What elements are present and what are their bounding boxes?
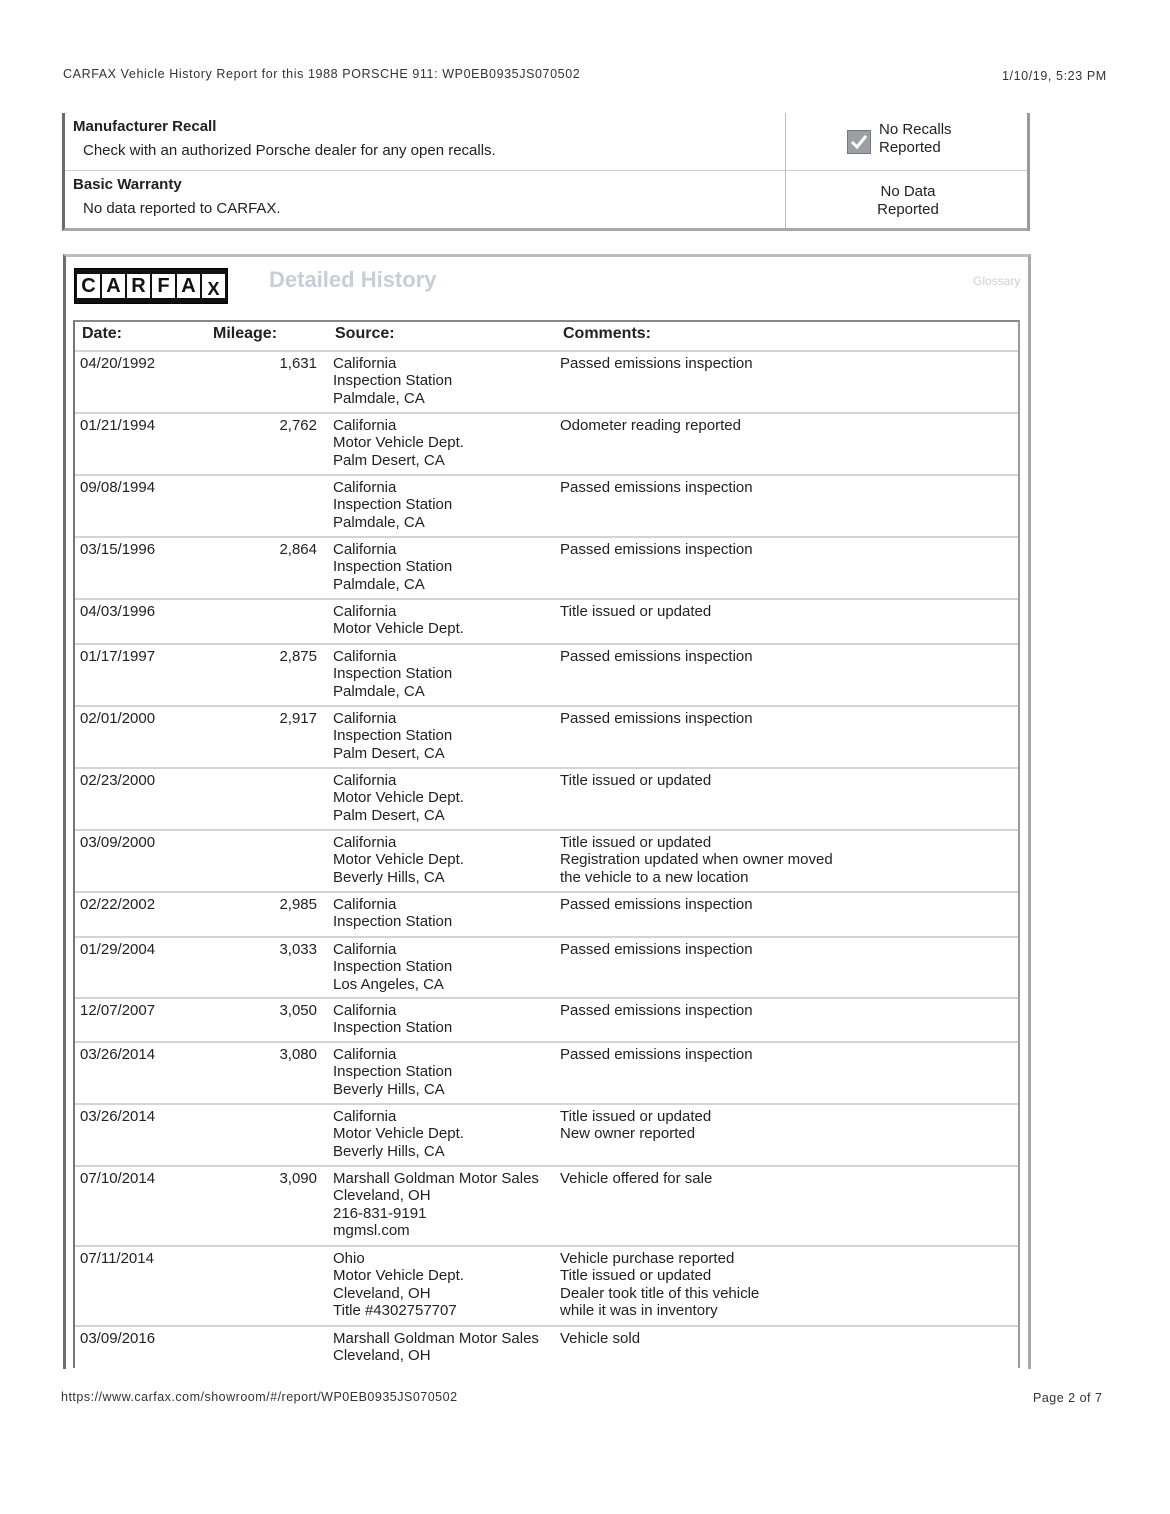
source-line: Motor Vehicle Dept. [333,789,464,807]
glossary-link[interactable]: Glossary [973,274,1021,288]
row-mileage: 2,875 [279,648,317,665]
row-mileage: 1,631 [279,355,317,372]
comment-line: Title issued or updated [560,1267,712,1285]
row-separator [75,350,1018,352]
row-separator [75,643,1018,645]
comment-line: Passed emissions inspection [560,1002,753,1019]
source-line: California [333,417,397,434]
row-source [333,648,452,700]
row-source [333,896,452,931]
source-line: California [333,772,397,789]
row-comments [560,941,753,958]
report-header-datetime: 1/10/19, 5:23 PM [1002,69,1107,83]
row-date: 01/21/1994 [80,417,156,434]
row-date: 09/08/1994 [80,479,156,496]
source-line: Beverly Hills, CA [333,1142,445,1160]
logo-letter: A [102,274,125,298]
comment-line: Vehicle purchase reported [560,1250,735,1267]
row-comments [560,896,753,913]
source-line: Palm Desert, CA [333,451,445,469]
source-line: Palmdale, CA [333,575,425,593]
source-line: Marshall Goldman Motor Sales [333,1170,539,1187]
comment-line: Vehicle offered for sale [560,1170,713,1187]
row-mileage: 3,090 [279,1170,317,1187]
row-separator [75,1041,1018,1043]
basic-warranty-title: Basic Warranty [73,176,182,193]
source-line: Cleveland, OH [333,1347,431,1365]
source-line: Motor Vehicle Dept. [333,434,464,452]
source-line: Motor Vehicle Dept. [333,851,464,869]
warranty-status-line: Reported [877,201,939,218]
source-line: Title #4302757707 [333,1301,457,1319]
row-separator [75,1245,1018,1247]
basic-warranty-desc: No data reported to CARFAX. [83,200,281,217]
comment-line: Passed emissions inspection [560,648,753,665]
source-line: Palmdale, CA [333,389,425,407]
row-comments [560,1046,753,1063]
comment-line: while it was in inventory [560,1301,718,1319]
logo-letter: A [177,274,200,298]
source-line: 216-831-9191 [333,1204,427,1222]
comment-line: the vehicle to a new location [560,868,749,886]
row-comments [560,417,741,434]
logo-letter: F [152,274,175,298]
source-line: Inspection Station [333,913,453,931]
warranty-status [845,183,971,219]
row-comments [560,355,753,372]
report-header-title: CARFAX Vehicle History Report for this 1988 PORSCHE 911: WP0EB0935JS070502 [63,67,581,81]
detailed-history-title: Detailed History [269,267,437,292]
column-header-source: Source: [335,325,395,342]
row-mileage: 3,080 [279,1046,317,1063]
warranty-status-line: No Data [880,183,936,200]
report-url: https://www.carfax.com/showroom/#/report/WP0EB0935JS070502 [61,1390,458,1404]
row-separator [75,1325,1018,1327]
row-mileage: 3,050 [279,1002,317,1019]
source-line: Motor Vehicle Dept. [333,1125,464,1143]
comment-line: Passed emissions inspection [560,896,753,913]
column-header-date: Date: [82,325,123,342]
comment-line: Passed emissions inspection [560,941,753,958]
row-date: 02/01/2000 [80,710,156,727]
row-source [333,1046,452,1098]
row-comments [560,648,753,665]
warranty-box [62,113,1030,231]
row-separator [75,474,1018,476]
row-source [333,603,464,638]
row-source [333,834,464,886]
row-separator [75,412,1018,414]
source-line: California [333,941,397,958]
row-separator [75,997,1018,999]
row-comments [560,1002,753,1019]
row-source [333,1108,464,1160]
source-line: Cleveland, OH [333,1284,431,1302]
comment-line: New owner reported [560,1125,696,1143]
source-line: California [333,1108,397,1125]
row-source [333,1250,464,1319]
row-source [333,1330,539,1365]
row-date: 02/23/2000 [80,772,156,789]
row-separator [75,598,1018,600]
logo-letter: C [77,274,100,298]
row-comments [560,772,711,789]
manufacturer-recall-title: Manufacturer Recall [73,118,217,135]
column-header-comments: Comments: [563,325,652,342]
column-header-mileage: Mileage: [213,325,278,342]
source-line: mgmsl.com [333,1221,410,1239]
comment-line: Passed emissions inspection [560,479,753,496]
warranty-divider [65,170,1027,171]
source-line: Motor Vehicle Dept. [333,1267,464,1285]
source-line: California [333,603,397,620]
row-source [333,1002,452,1037]
source-line: Inspection Station [333,665,453,683]
row-date: 01/17/1997 [80,648,156,665]
checkmark-icon [847,130,871,154]
row-source [333,941,452,993]
row-date: 01/29/2004 [80,941,156,958]
row-source [333,479,452,531]
row-separator [75,536,1018,538]
row-source [333,710,452,762]
row-date: 02/22/2002 [80,896,156,913]
carfax-logo [74,268,228,304]
source-line: California [333,355,397,372]
row-comments [560,603,711,620]
comment-line: Registration updated when owner moved [560,851,833,869]
row-mileage: 2,864 [279,541,317,558]
row-comments [560,1250,759,1319]
source-line: Palmdale, CA [333,682,425,700]
comment-line: Title issued or updated [560,603,712,620]
source-line: Inspection Station [333,372,453,390]
source-line: Inspection Station [333,1019,453,1037]
row-separator [75,1165,1018,1167]
source-line: California [333,834,397,851]
row-comments [560,479,753,496]
row-separator [75,829,1018,831]
source-line: Inspection Station [333,1063,453,1081]
comment-line: Odometer reading reported [560,417,741,434]
source-line: Los Angeles, CA [333,975,444,993]
row-mileage: 2,985 [279,896,317,913]
recall-status-line: No Recalls [879,121,952,138]
row-comments [560,710,753,727]
comment-line: Title issued or updated [560,1108,712,1125]
row-date: 04/20/1992 [80,355,156,372]
source-line: Beverly Hills, CA [333,1080,445,1098]
row-source [333,417,464,469]
source-line: California [333,710,397,727]
source-line: Ohio [333,1250,365,1267]
source-line: California [333,896,397,913]
comment-line: Passed emissions inspection [560,541,753,558]
row-source [333,541,452,593]
page-number: Page 2 of 7 [1033,1391,1103,1405]
source-line: California [333,648,397,665]
recall-status-line: Reported [879,139,941,156]
row-comments [560,1108,711,1143]
row-comments [560,541,753,558]
row-source [333,772,464,824]
source-line: Palm Desert, CA [333,806,445,824]
row-separator [75,705,1018,707]
source-line: California [333,1046,397,1063]
comment-line: Passed emissions inspection [560,355,753,372]
row-mileage: 2,917 [279,710,317,727]
row-separator [75,936,1018,938]
row-comments [560,1330,640,1347]
source-line: Beverly Hills, CA [333,868,445,886]
row-date: 03/09/2000 [80,834,156,851]
history-table [73,320,1020,1368]
row-source [333,1170,539,1239]
source-line: California [333,1002,397,1019]
row-comments [560,1170,712,1187]
source-line: Inspection Station [333,727,453,745]
row-date: 07/11/2014 [80,1250,154,1267]
row-date: 03/26/2014 [80,1108,156,1125]
comment-line: Dealer took title of this vehicle [560,1284,760,1302]
row-mileage: 2,762 [279,417,317,434]
recall-status [879,121,952,157]
source-line: Inspection Station [333,958,453,976]
source-line: California [333,541,397,558]
comment-line: Passed emissions inspection [560,1046,753,1063]
row-source [333,355,452,407]
row-comments [560,834,833,886]
row-separator [75,891,1018,893]
source-line: Inspection Station [333,558,453,576]
row-separator [75,1103,1018,1105]
row-separator [75,767,1018,769]
source-line: Motor Vehicle Dept. [333,620,464,638]
row-date: 12/07/2007 [80,1002,156,1019]
source-line: Palm Desert, CA [333,744,445,762]
warranty-column-divider [785,113,786,228]
comment-line: Passed emissions inspection [560,710,753,727]
source-line: Marshall Goldman Motor Sales [333,1330,539,1347]
source-line: California [333,479,397,496]
source-line: Inspection Station [333,496,453,514]
source-line: Cleveland, OH [333,1187,431,1205]
row-date: 04/03/1996 [80,603,156,620]
row-date: 03/26/2014 [80,1046,156,1063]
comment-line: Title issued or updated [560,772,712,789]
source-line: Palmdale, CA [333,513,425,531]
row-date: 03/09/2016 [80,1330,156,1347]
comment-line: Title issued or updated [560,834,712,851]
row-date: 03/15/1996 [80,541,156,558]
logo-letter: R [127,274,150,298]
row-mileage: 3,033 [279,941,317,958]
manufacturer-recall-desc: Check with an authorized Porsche dealer for any open recalls. [83,142,496,159]
comment-line: Vehicle sold [560,1330,641,1347]
logo-letter: X [202,274,225,298]
row-date: 07/10/2014 [80,1170,156,1187]
